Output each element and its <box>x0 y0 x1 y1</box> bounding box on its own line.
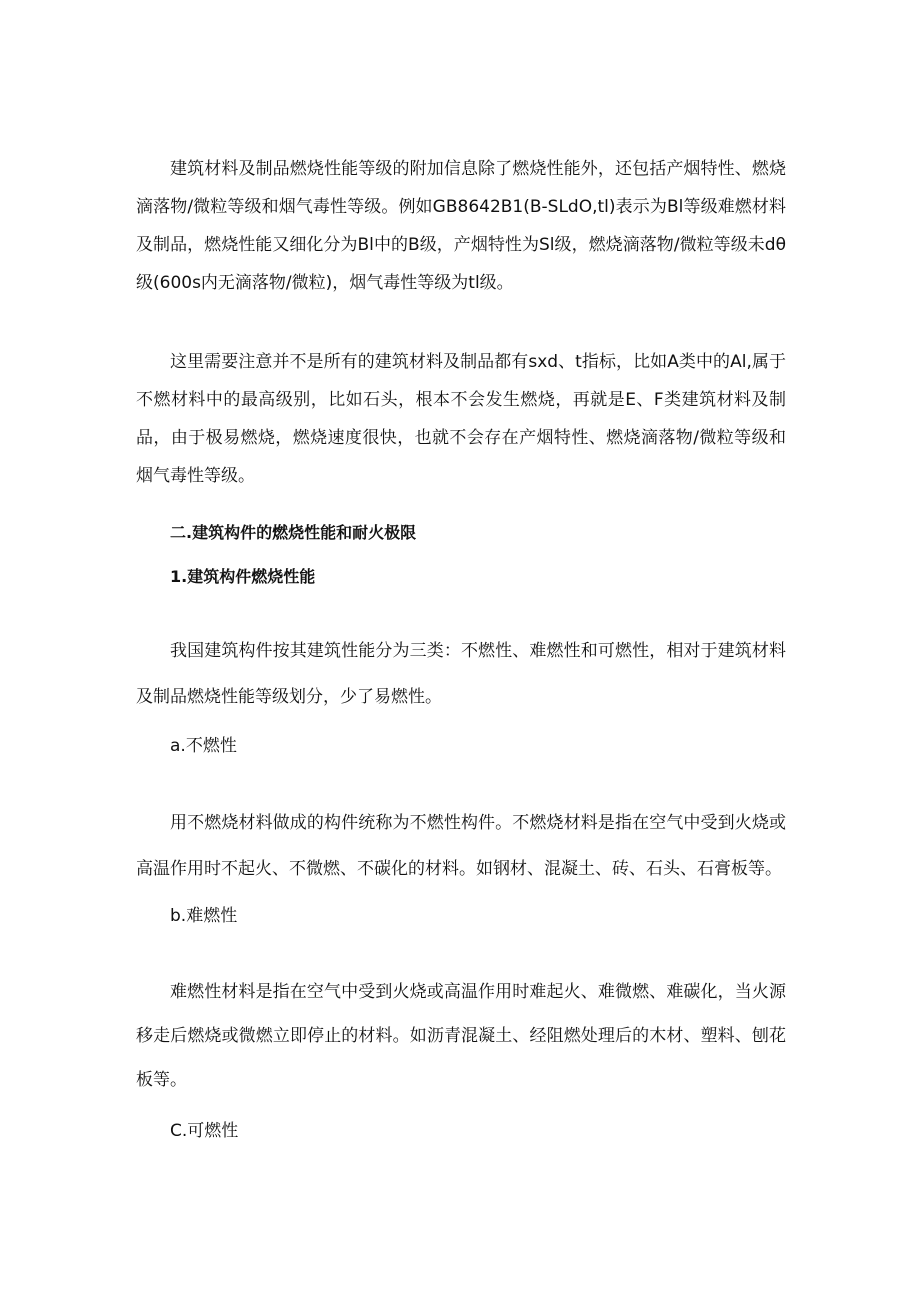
paragraph-flame-retardant: 难燃性材料是指在空气中受到火烧或高温作用时难起火、难微燃、难碳化，当火源移走后燃烧或微燃立即停止的材料。如沥青混凝土、经阻燃处理后的木材、塑料、刨花板等。 <box>136 982 786 1090</box>
item-heading-noncombustible: a.不燃性 <box>170 736 237 756</box>
subsection-heading: 1.建筑构件燃烧性能 <box>170 567 316 586</box>
paragraph-component-classes: 我国建筑构件按其建筑性能分为三类：不燃性、难燃性和可燃性，相对于建筑材料及制品燃烧性能等级划分，少了易燃性。 <box>136 641 786 707</box>
section-heading: 二.建筑构件的燃烧性能和耐火极限 <box>170 523 417 542</box>
item-heading-flame-retardant: b.难燃性 <box>170 906 238 926</box>
paragraph-combustion-additional-info: 建筑材料及制品燃烧性能等级的附加信息除了燃烧性能外，还包括产烟特性、燃烧滴落物/微粒等级和烟气毒性等级。例如GB8642B1(B-SLdO,tl)表示为Bl等级难燃材料及制品，燃烧性能又细化分为Bl中的B级，产烟特性为Sl级，燃烧滴落物/微粒等级未dθ级(600s内无滴落物/微粒)，烟气毒性等级为tl级。 <box>136 159 786 293</box>
item-heading-combustible: C.可燃性 <box>170 1121 239 1141</box>
paragraph-indicator-note: 这里需要注意并不是所有的建筑材料及制品都有sxd、t指标，比如A类中的Al,属于不燃材料中的最高级别，比如石头，根本不会发生燃烧，再就是E、F类建筑材料及制品，由于极易燃烧，燃烧速度很快，也就不会存在产烟特性、燃烧滴落物/微粒等级和烟气毒性等级。 <box>136 352 786 486</box>
paragraph-noncombustible: 用不燃烧材料做成的构件统称为不燃性构件。不燃烧材料是指在空气中受到火烧或高温作用时不起火、不微燃、不碳化的材料。如钢材、混凝土、砖、石头、石膏板等。 <box>136 813 786 879</box>
